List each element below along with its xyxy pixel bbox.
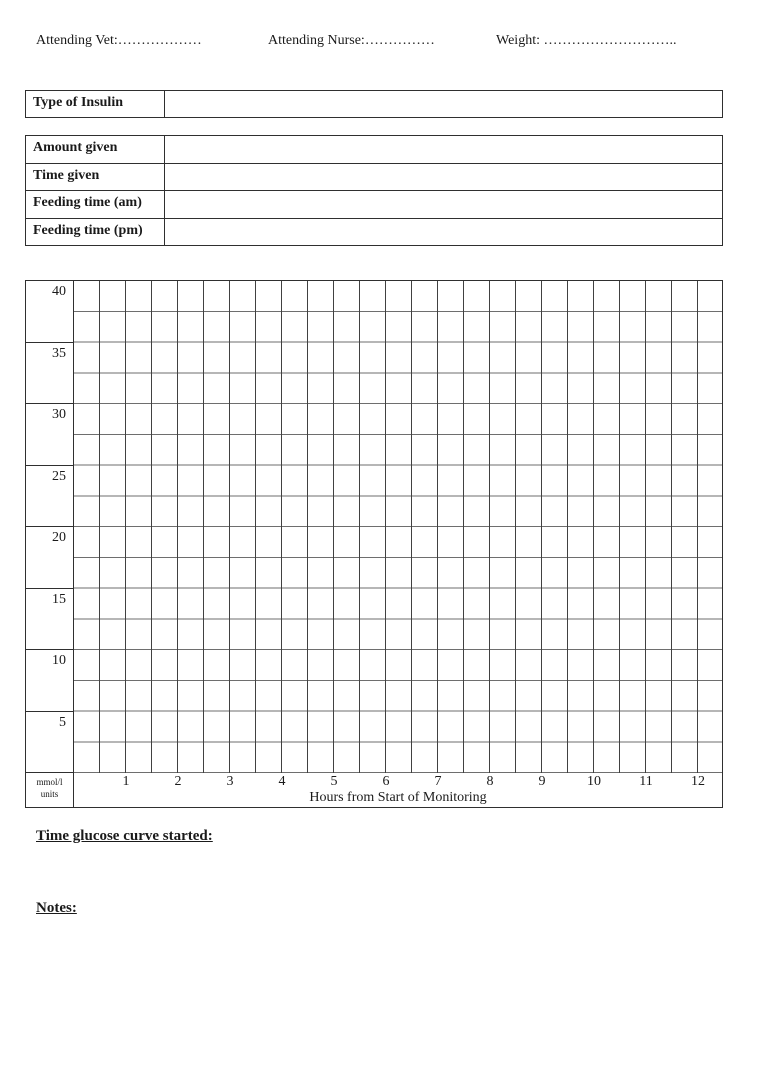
y-axis-unit-label [26,773,73,807]
dosing-schedule-table [25,135,723,246]
y-axis-tick: 35 [26,343,73,405]
time-glucose-curve-started-label: Time glucose curve started: [36,828,213,844]
glucose-curve-chart [25,280,723,808]
amount-given-value-cell[interactable] [165,136,722,163]
x-axis-tick: 4 [278,774,286,789]
y-axis-tick: 20 [26,527,73,589]
x-axis-tick: 10 [587,774,601,789]
attending-vet-field[interactable]: Attending Vet:……………… [36,33,202,48]
table-row [26,136,722,163]
insulin-type-table [25,90,723,118]
y-axis-tick: 15 [26,589,73,651]
x-axis-tick: 9 [538,774,546,789]
y-axis-unit-line1: mmol/l [36,777,63,787]
x-axis-tick: 2 [174,774,182,789]
time-given-value-cell[interactable] [165,164,722,191]
plot-area [74,281,722,807]
x-axis-tick: 12 [691,774,705,789]
weight-field[interactable]: Weight: ……………………….. [496,33,677,48]
table-row [26,218,722,246]
glucose-plot-grid[interactable] [74,281,722,773]
y-axis-unit-line2: units [40,789,59,800]
x-axis-tick: 6 [382,774,390,789]
y-axis-tick: 40 [26,281,73,343]
insulin-type-label: Type of Insulin [26,91,165,117]
y-axis [26,281,74,807]
x-axis [74,773,722,807]
x-axis-title: Hours from Start of Monitoring [309,790,487,805]
feeding-time-am-label: Feeding time (am) [26,191,165,218]
y-axis-tick: 10 [26,650,73,712]
y-axis-tick: 30 [26,404,73,466]
x-axis-tick: 8 [486,774,494,789]
x-axis-tick: 1 [122,774,130,789]
feeding-time-pm-label: Feeding time (pm) [26,219,165,246]
x-axis-tick: 11 [639,774,653,789]
time-given-label: Time given [26,164,165,191]
insulin-type-value-cell[interactable] [165,91,722,117]
table-row [26,190,722,218]
feeding-time-pm-value-cell[interactable] [165,219,722,246]
y-axis-tick: 5 [26,712,73,774]
x-axis-tick: 3 [226,774,234,789]
feeding-time-am-value-cell[interactable] [165,191,722,218]
table-row [26,163,722,191]
x-axis-tick: 7 [434,774,442,789]
amount-given-label: Amount given [26,136,165,163]
x-axis-tick: 5 [330,774,338,789]
table-row [26,91,722,117]
y-axis-tick: 25 [26,466,73,528]
attending-nurse-field[interactable]: Attending Nurse:…………… [268,33,435,48]
notes-label: Notes: [36,900,77,916]
